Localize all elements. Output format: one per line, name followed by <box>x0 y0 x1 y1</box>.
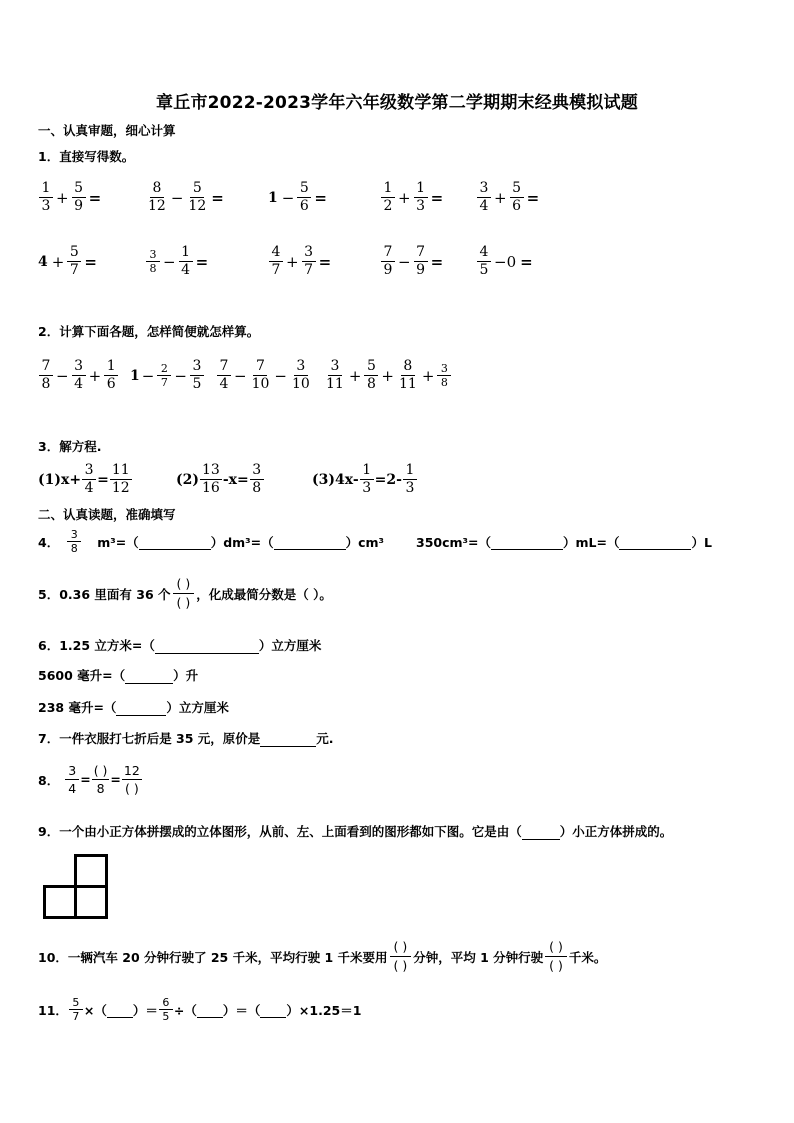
answer-blank[interactable] <box>260 1002 286 1018</box>
q2-expression-3: $\frac{7}{4}$ − $\frac{7}{10}$ − $\frac{3}{10}$ <box>216 358 313 393</box>
fraction: $\frac{8}{11}$ <box>398 358 417 392</box>
fraction: $\frac{1}{3}$ <box>403 462 417 497</box>
fraction: $\frac{7}{10}$ <box>251 358 270 392</box>
fraction: $\frac{4}{7}$ <box>269 244 283 279</box>
fraction: $\frac{5}{7}$ <box>67 244 81 279</box>
fraction: $\frac{3}{4}$ <box>82 462 96 497</box>
fraction: $\frac{7}{9}$ <box>414 244 428 279</box>
q2-expression-2: 1 − $\frac{2}{7}$ − $\frac{3}{5}$ <box>130 358 205 393</box>
calc-expression: $\frac{4}{7}$ + $\frac{3}{7}$ = <box>268 244 333 279</box>
question-5: 5．0.36 里面有 36 个 ( ) ( ) ，化成最简分数是（ ）。 <box>38 576 332 610</box>
question-3-label: 3．解方程. <box>38 439 102 454</box>
q2-expression-4: $\frac{3}{11}$ + $\frac{5}{8}$ + $\frac{8}{11}$ + $\frac{3}{8}$ <box>323 358 452 393</box>
fraction: $\frac{4}{5}$ <box>477 244 491 279</box>
answer-blank[interactable] <box>197 1002 223 1018</box>
section-2-heading: 二、认真读题，准确填写 <box>38 507 176 522</box>
fraction-blank[interactable]: ( ) ( ) <box>173 575 195 612</box>
fraction: $\frac{3}{4}$ <box>65 762 79 797</box>
section-1-heading: 一、认真审题，细心计算 <box>38 123 176 138</box>
fraction: $\frac{1}{2}$ <box>381 180 395 215</box>
answer-blank[interactable] <box>107 1002 133 1018</box>
answer-blank[interactable] <box>139 534 211 550</box>
fraction-blank[interactable]: $\frac{12}{( )}$ <box>123 763 140 796</box>
fraction: $\frac{3}{4}$ <box>477 180 491 215</box>
fraction: $\frac{3}{8}$ <box>146 248 160 275</box>
answer-blank[interactable] <box>619 534 691 550</box>
fraction: $\frac{1}{4}$ <box>179 244 193 279</box>
calc-expression: $\frac{8}{12}$ − $\frac{5}{12}$ = <box>148 180 224 214</box>
calc-expression: $\frac{3}{4}$ + $\frac{5}{6}$ = <box>476 180 541 215</box>
fraction: $\frac{3}{5}$ <box>190 358 204 393</box>
q3-equation-1: (1)x+ $\frac{3}{4}$ = $\frac{11}{12}$ <box>38 462 130 496</box>
fraction: $\frac{5}{8}$ <box>364 358 378 393</box>
answer-blank[interactable] <box>491 534 563 550</box>
page-title: 章丘市2022-2023学年六年级数学第二学期期末经典模拟试题 <box>156 93 638 113</box>
fraction: $\frac{7}{4}$ <box>217 358 231 393</box>
fraction: $\frac{1}{6}$ <box>104 358 118 393</box>
fraction: $\frac{5}{12}$ <box>188 180 207 214</box>
answer-blank[interactable] <box>522 824 560 840</box>
fraction: $\frac{8}{12}$ <box>148 180 166 214</box>
fraction: $\frac{11}{12}$ <box>111 462 130 496</box>
fraction: $\frac{3}{8}$ <box>437 362 451 389</box>
answer-blank[interactable] <box>125 668 173 684</box>
fraction: $\frac{1}{3}$ <box>39 180 53 215</box>
question-4: 4． $\frac{3}{8}$ m³=（ ）dm³=（ ）cm³ 350cm³=（ ）mL=（ ）L <box>38 528 712 555</box>
fraction: $\frac{3}{11}$ <box>326 358 344 392</box>
question-9: 9．一个由小正方体拼摆成的立体图形，从前、左、上面看到的图形都如下图。它是由（ ）小正方体拼成的。 <box>38 824 673 839</box>
fraction: $\frac{1}{3}$ <box>414 180 428 215</box>
fraction: $\frac{13}{16}$ <box>202 462 220 496</box>
question-7: 7．一件衣服打七折后是 35 元，原价是 元. <box>38 731 334 746</box>
fraction-blank[interactable]: ( ) ( ) <box>390 938 412 975</box>
calc-expression: $\frac{4}{5}$ −0 = <box>476 244 535 279</box>
fraction: $\frac{3}{4}$ <box>72 358 86 393</box>
fraction-blank[interactable]: ( ) ( ) <box>545 938 567 975</box>
q3-equation-2: (2) $\frac{13}{16}$ -x= $\frac{3}{8}$ <box>176 462 265 497</box>
fraction: $\frac{3}{7}$ <box>302 244 316 279</box>
fraction: $\frac{7}{9}$ <box>381 244 395 279</box>
question-11: 11． $\frac{5}{7}$ ×（ ）＝ $\frac{6}{5}$ ÷（ ）＝（ ）×1.25＝1 <box>38 996 362 1023</box>
fraction: $\frac{3}{8}$ <box>250 462 264 497</box>
q2-expression-1: $\frac{7}{8}$ − $\frac{3}{4}$ + $\frac{1}{6}$ <box>38 358 119 393</box>
question-10: 10．一辆汽车 20 分钟行驶了 25 千米，平均行驶 1 千米要用 ( ) ( ) 分钟，平均 1 分钟行驶 ( ) ( ) 千米。 <box>38 939 607 973</box>
calc-expression: 1 − $\frac{5}{6}$ = <box>268 180 327 214</box>
fraction: $\frac{2}{7}$ <box>157 362 171 389</box>
fraction-blank[interactable]: $\frac{( )}{8}$ <box>93 763 108 796</box>
question-6-line-3: 238 毫升=（ ）立方厘米 <box>38 700 229 715</box>
q3-equation-3: (3)4x- $\frac{1}{3}$ =2- $\frac{1}{3}$ <box>312 462 418 497</box>
question-6-line-2: 5600 毫升=（ ）升 <box>38 668 199 683</box>
calc-expression: 4 + $\frac{5}{7}$ = <box>38 244 97 278</box>
question-8: 8． $\frac{3}{4}$ = $\frac{( )}{8}$ = $\frac{12}{( )}$ <box>38 763 140 796</box>
answer-blank[interactable] <box>116 700 166 716</box>
fraction: $\frac{5}{6}$ <box>510 180 524 215</box>
question-1-label: 1．直接写得数。 <box>38 149 135 164</box>
fraction: $\frac{3}{8}$ <box>67 528 81 555</box>
calc-expression: $\frac{1}{3}$ + $\frac{5}{9}$ = <box>38 180 103 215</box>
fraction: $\frac{5}{6}$ <box>297 180 311 215</box>
fraction: $\frac{5}{7}$ <box>69 996 83 1023</box>
cube-square <box>74 885 108 919</box>
calc-expression: $\frac{1}{2}$ + $\frac{1}{3}$ = <box>380 180 445 215</box>
cube-square <box>43 885 77 919</box>
answer-blank[interactable] <box>274 534 346 550</box>
fraction: $\frac{5}{9}$ <box>72 180 86 215</box>
fraction: $\frac{6}{5}$ <box>159 996 173 1023</box>
answer-blank[interactable] <box>155 638 259 654</box>
fraction: $\frac{3}{10}$ <box>291 358 310 392</box>
fraction: $\frac{1}{3}$ <box>360 462 374 497</box>
cube-square <box>74 854 108 888</box>
calc-expression: $\frac{7}{9}$ − $\frac{7}{9}$ = <box>380 244 445 279</box>
question-2-label: 2．计算下面各题，怎样简便就怎样算。 <box>38 324 260 339</box>
calc-expression: $\frac{3}{8}$ − $\frac{1}{4}$ = <box>145 244 210 279</box>
fraction: $\frac{7}{8}$ <box>39 358 53 393</box>
answer-blank[interactable] <box>260 731 316 747</box>
question-6-line-1: 6．1.25 立方米=（ ）立方厘米 <box>38 638 322 653</box>
